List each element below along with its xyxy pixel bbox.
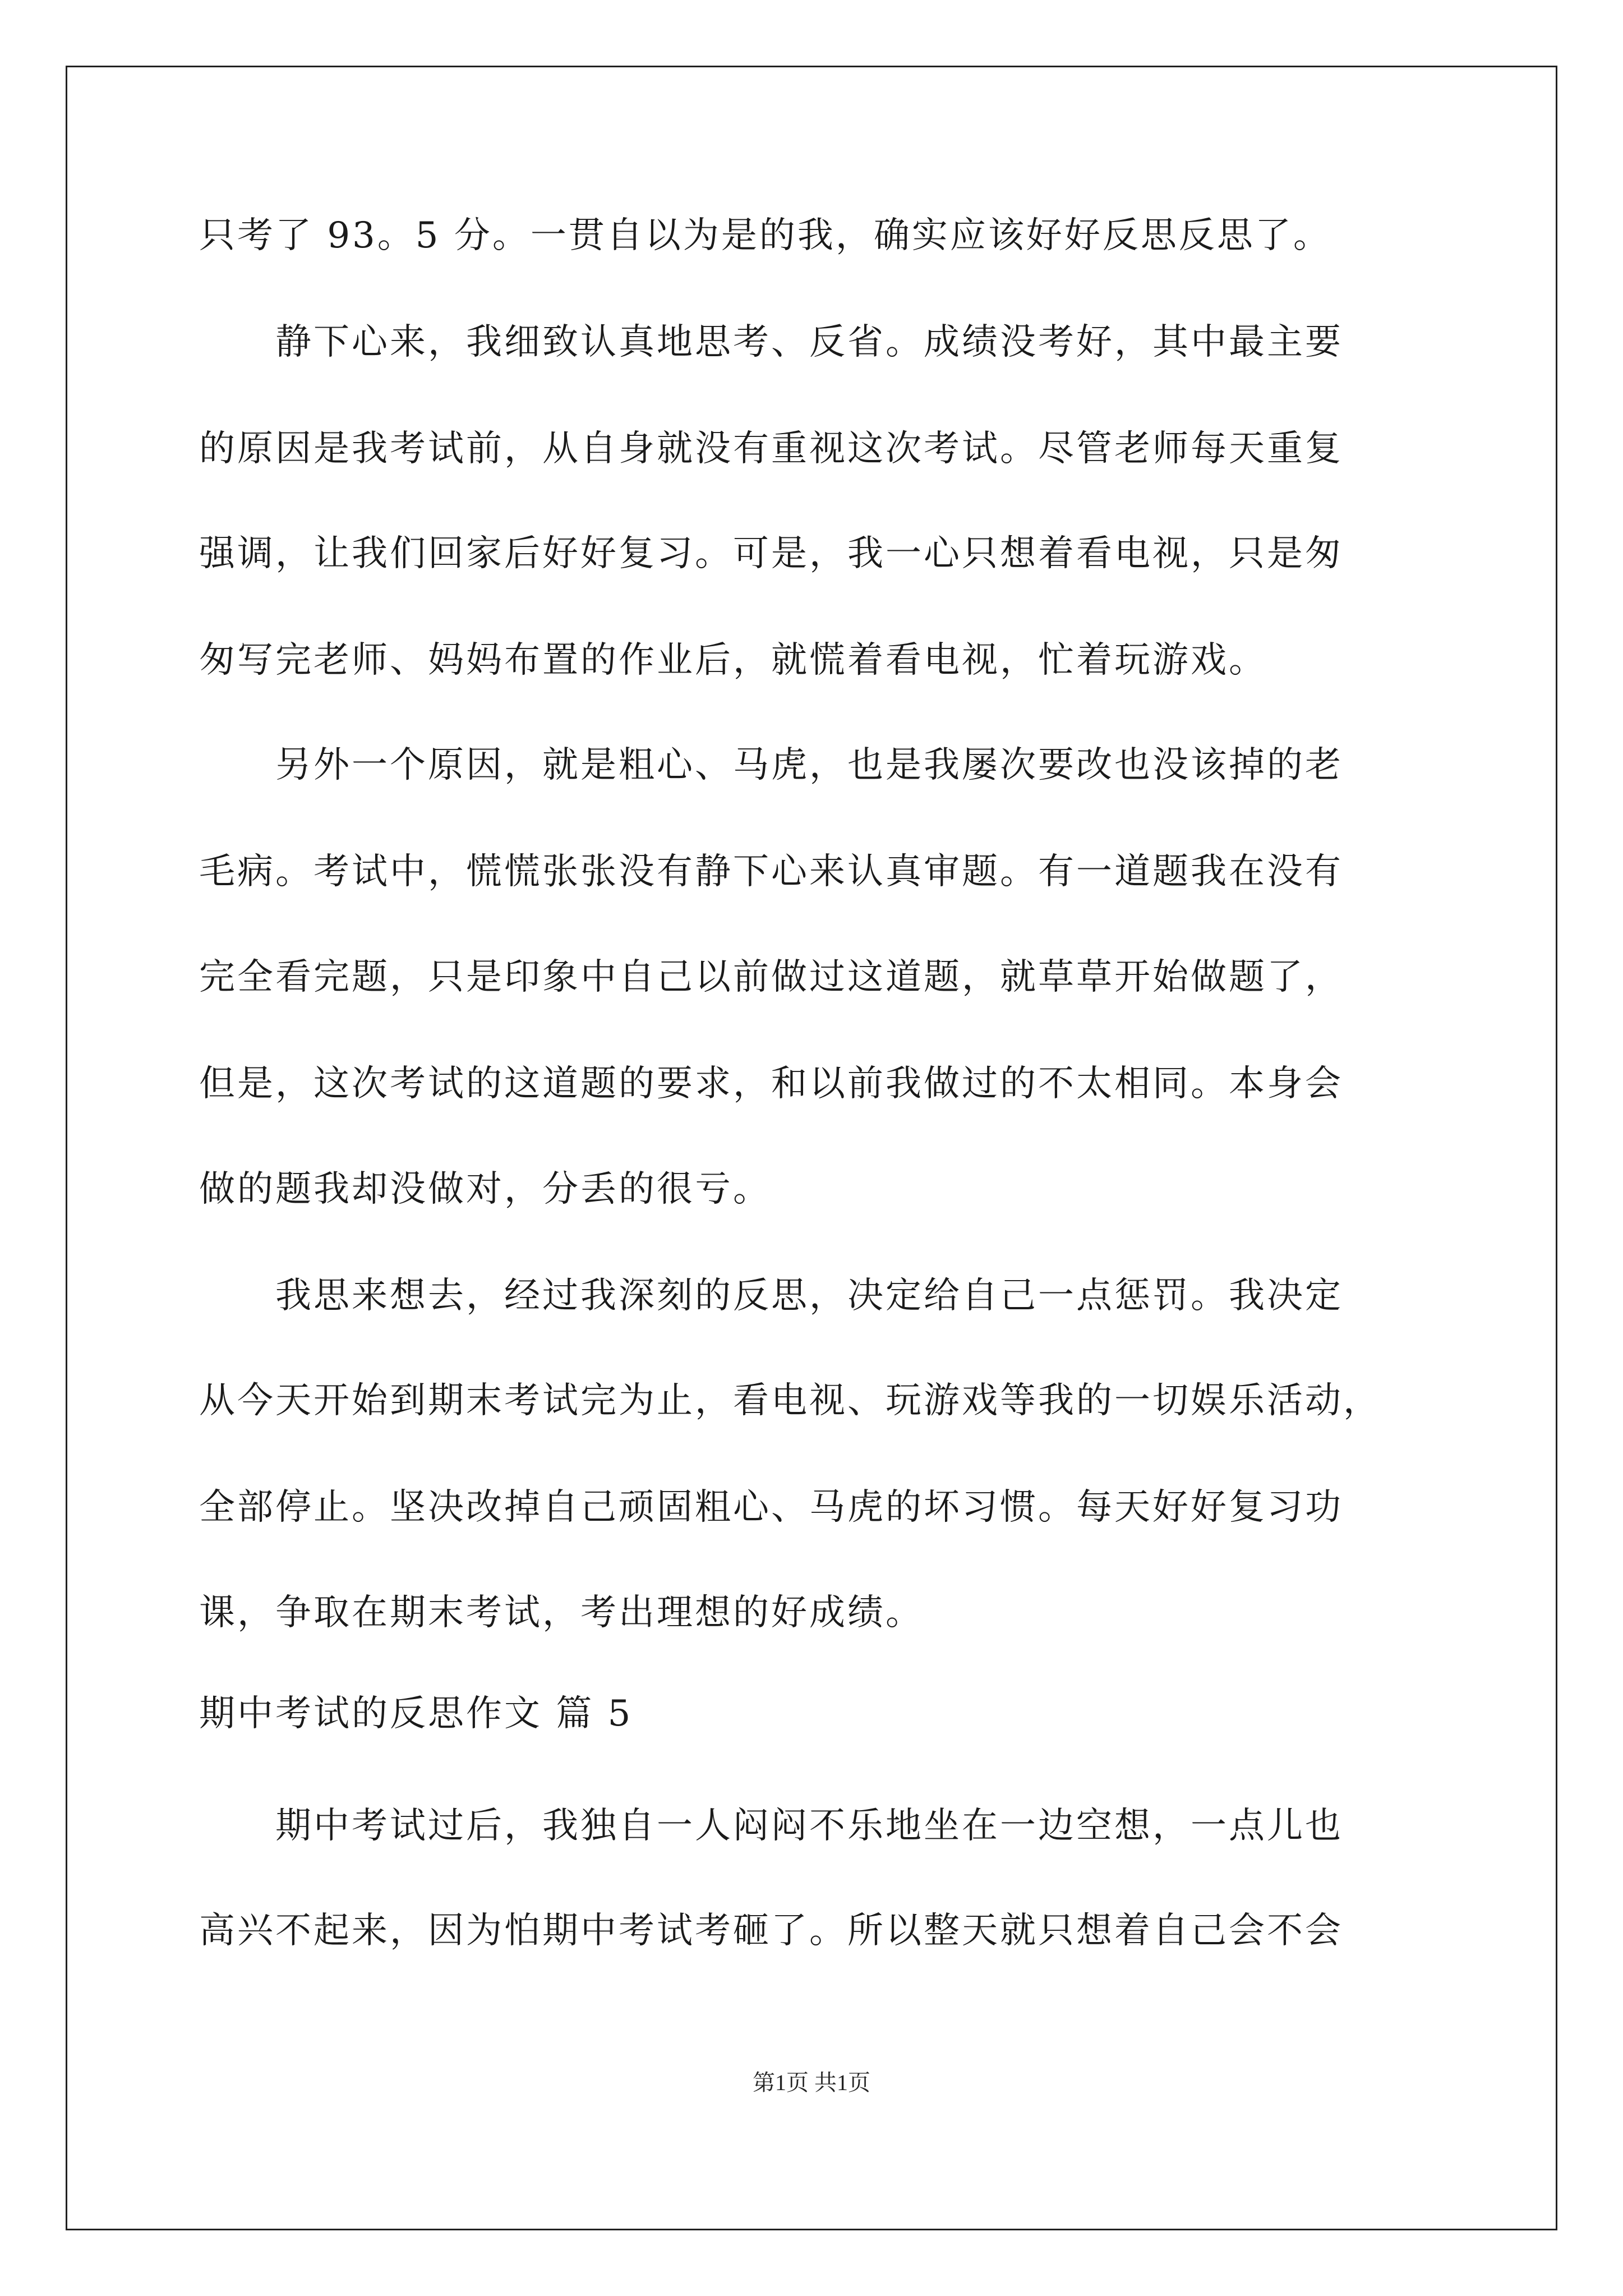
- text-line: 毛病。考试中，慌慌张张没有静下心来认真审题。有一道题我在没有: [199, 851, 1343, 892]
- text-line: 匆写完老师、妈妈布置的作业后，就慌着看电视，忙着玩游戏。: [199, 639, 1267, 681]
- paragraph-line: 期中考试过后，我独自一人闷闷不乐地坐在一边空想，一点儿也: [199, 1805, 1343, 1847]
- text-line: 课，争取在期末考试，考出理想的好成绩。: [199, 1592, 924, 1634]
- text-line: 做的题我却没做对，分丢的很亏。: [199, 1168, 771, 1210]
- page-border: [66, 66, 1557, 2230]
- text-line: 完全看完题，只是印象中自己以前做过这道题，就草草开始做题了，: [199, 956, 1343, 998]
- text-line: 全部停止。坚决改掉自己顽固粗心、马虎的坏习惯。每天好好复习功: [199, 1487, 1343, 1528]
- page-footer: 第1页 共1页: [753, 2070, 870, 2095]
- text-line: 的原因是我考试前，从自身就没有重视这次考试。尽管老师每天重复: [199, 428, 1343, 470]
- paragraph-line: 静下心来，我细致认真地思考、反省。成绩没考好，其中最主要: [199, 321, 1343, 363]
- section-heading: 期中考试的反思作文 篇 5: [199, 1693, 633, 1734]
- text-line: 从今天开始到期末考试完为止，看电视、玩游戏等我的一切娱乐活动，: [199, 1380, 1381, 1421]
- paragraph-line: 另外一个原因，就是粗心、马虎，也是我屡次要改也没该掉的老: [199, 744, 1343, 786]
- text-line: 但是，这次考试的这道题的要求，和以前我做过的不太相同。本身会: [199, 1063, 1343, 1105]
- paragraph-line: 我思来想去，经过我深刻的反思，决定给自己一点惩罚。我决定: [199, 1275, 1343, 1317]
- text-line: 高兴不起来，因为怕期中考试考砸了。所以整天就只想着自己会不会: [199, 1910, 1343, 1952]
- text-line: 只考了 93。5 分。一贯自以为是的我，确实应该好好反思反思了。: [199, 215, 1331, 256]
- text-line: 强调，让我们回家后好好复习。可是，我一心只想着看电视，只是匆: [199, 533, 1343, 574]
